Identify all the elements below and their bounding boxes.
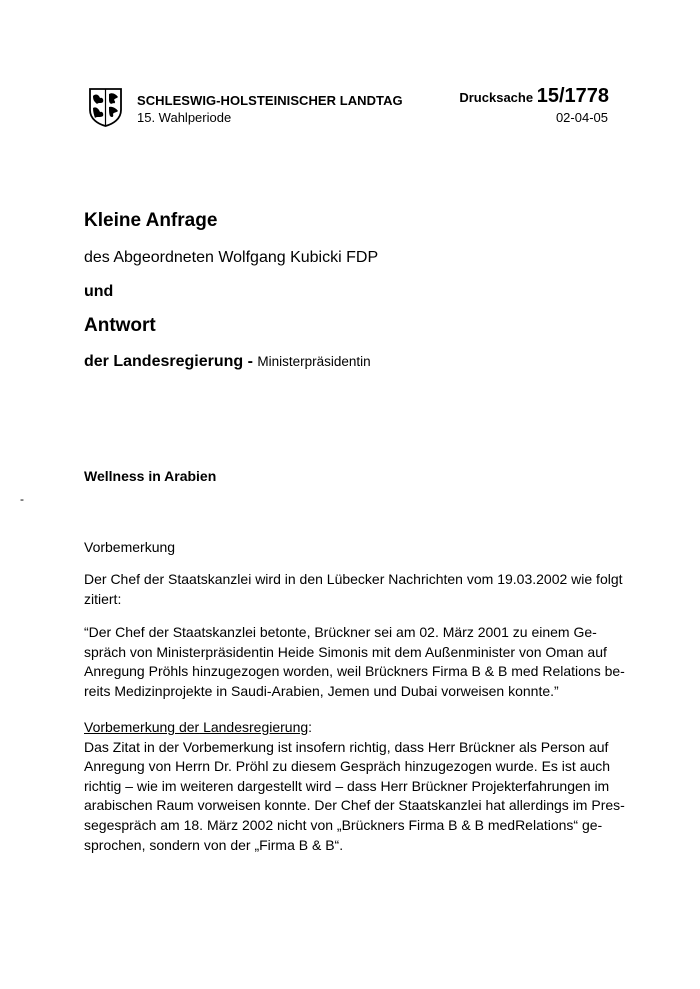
gov-heading-line (84, 718, 624, 738)
margin-mark: - (20, 492, 24, 506)
gov-line: Anregung von Herrn Dr. Pröhl zu diesem Gespräch hinzugezogen wurde. Es ist auch (84, 758, 611, 775)
quote-paragraph (84, 623, 624, 701)
ministry-label: Ministerpräsidentin (257, 354, 371, 369)
subject-heading: Wellness in Arabien (84, 468, 217, 484)
intro-line: zitiert: (84, 590, 122, 607)
drucksache-label (459, 85, 609, 108)
heading-und: und (84, 283, 114, 300)
government-remark (84, 718, 624, 855)
gov-line: richtig – wie im weiteren dargestellt wird – dass Herr Brückner Projekterfahrungen im (84, 777, 610, 794)
quote-line: reits Medizinprojekte in Saudi-Arabien, Jemen und Dubai vorweisen konnte.” (84, 682, 559, 699)
drucksache-text: Drucksache (459, 90, 534, 105)
vorbemerkung-label: Vorbemerkung (84, 539, 176, 555)
intro-line: Der Chef der Staatskanzlei wird in den Lübecker Nachrichten vom 19.03.2002 wie folgt (84, 571, 623, 587)
quote-line: spräch von Ministerpräsidentin Heide Simonis mit dem Außenminister von Oman auf (84, 643, 607, 660)
heading-antwort: Antwort (84, 315, 156, 336)
quote-line: “Der Chef der Staatskanzlei betonte, Brückner sei am 02. März 2001 zu einem Ge- (84, 624, 597, 640)
gov-line: sprochen, sondern von der „Firma B & B“. (84, 836, 344, 853)
gov-line: segespräch am 18. März 2002 nicht von „Brückners Firma B & B medRelations“ ge- (84, 816, 603, 833)
intro-paragraph (84, 570, 624, 609)
gov-heading-colon: : (308, 719, 313, 735)
landtag-crest-icon (85, 86, 126, 127)
author-line: des Abgeordneten Wolfgang Kubicki FDP (84, 249, 379, 266)
gov-line: Das Zitat in der Vorbemerkung ist insofern richtig, dass Herr Brückner als Person auf (84, 738, 609, 755)
legislative-period: 15. Wahlperiode (137, 110, 232, 125)
government-line (84, 353, 371, 371)
government-label: der Landesregierung - (84, 353, 253, 370)
document-date: 02-04-05 (555, 110, 608, 125)
gov-line: arabischen Raum vorweisen konnte. Der Chef der Staatskanzlei hat allerdings im Pres- (84, 797, 625, 814)
heading-kleine-anfrage: Kleine Anfrage (84, 210, 218, 231)
gov-heading: Vorbemerkung der Landesregierung (84, 719, 309, 735)
institution-name: SCHLESWIG-HOLSTEINISCHER LANDTAG (137, 93, 403, 108)
quote-line: Anregung Pröhls hinzugezogen worden, weil Brückners Firma B & B med Relations be- (84, 663, 625, 680)
drucksache-number: 15/1778 (536, 85, 609, 107)
